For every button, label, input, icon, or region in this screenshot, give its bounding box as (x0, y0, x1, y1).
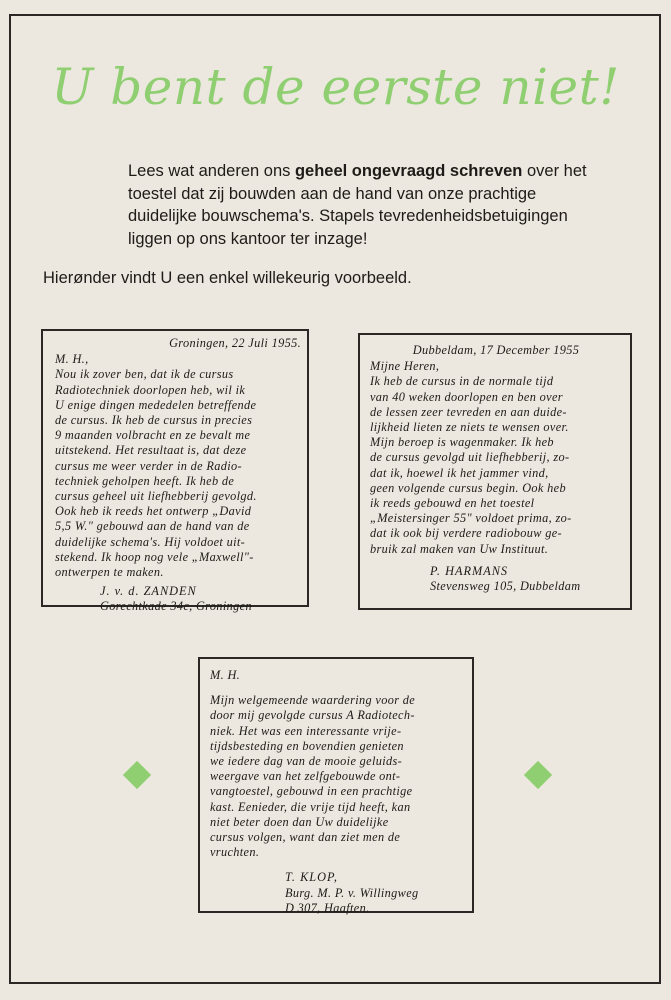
letter-line: de cursus gevolgd uit liefhebberij, zo- (370, 450, 570, 465)
intro-text-2: over het toestel dat zij bouwden aan de hand van onze prachtige duidelijke bouwschema's. Stapels tevredenheidsbetuigingen liggen op ons kantoor ter inzage! (128, 162, 587, 248)
letter-salutation: M. H., (55, 352, 89, 367)
intro-paragraph (128, 160, 598, 250)
letter-line: stekend. Ik hoop nog vele „Maxwell"- (55, 549, 254, 564)
letter-line: 5,5 W." gebouwd aan de hand van de (55, 519, 250, 534)
letter-salutation: M. H. (210, 668, 241, 682)
testimonial-harmans (358, 333, 632, 610)
letter-line: bruik zal maken van Uw Instituut. (370, 541, 549, 556)
letter-body (370, 374, 622, 556)
testimonial-klop (198, 657, 474, 913)
letter-line: cursus volgen, want dan ziet men de (210, 830, 401, 845)
testimonial-zanden (41, 329, 309, 614)
letter-line: 9 maanden volbracht en ze bevalt me (55, 428, 251, 443)
letter-address: D 307, Haaften. (285, 900, 370, 915)
letter-line: kast. Eenieder, die vrije tijd heeft, kan (210, 799, 411, 814)
letter-line: ontwerpen te maken. (55, 565, 164, 580)
letter-line: cursus geheel uit liefhebberij gevolgd. (55, 489, 257, 504)
letter-line: weergave van het zelfgebouwde ont- (210, 769, 401, 784)
letter-line: Ook heb ik reeds het ontwerp „David (55, 504, 252, 519)
letter-line: cursus me weer verder in de Radio- (55, 458, 242, 473)
letter-line: Nou ik zover ben, dat ik de cursus (55, 367, 234, 382)
letter-line: vruchten. (210, 845, 260, 860)
letter-line: lijkheid lieten ze niets te wensen over. (370, 420, 569, 435)
letter-line: Mijn beroep is wagenmaker. Ik heb (370, 435, 554, 450)
letter-signature: J. v. d. ZANDEN (100, 584, 197, 599)
letter-line: U enige dingen mededelen betreffende (55, 397, 257, 412)
letter-address: Gorechtkade 34c, Groningen (100, 599, 252, 614)
letter-line: de lessen zeer tevreden en aan duide- (370, 404, 567, 419)
lead-line: Hierønder vindt U een enkel willekeurig voorbeeld. (43, 269, 412, 287)
letter-date: Groningen, 22 Juli 1955. (169, 336, 301, 350)
letter-line: Mijn welgemeende waardering voor de (210, 693, 416, 708)
intro-bold-text: geheel ongevraagd schreven (294, 162, 523, 180)
letter-signature: P. HARMANS (430, 563, 509, 578)
letter-signature: T. KLOP, (285, 870, 338, 885)
letter-line: ik reeds gebouwd en het toestel (370, 496, 535, 511)
intro-text-1: Lees wat anderen ons (128, 162, 295, 180)
letter-line: Radiotechniek doorlopen heb, wil ik (55, 382, 246, 397)
letter-salutation: Mijne Heren, (370, 359, 440, 374)
letter-line: Ik heb de cursus in de normale tijd (370, 374, 554, 389)
letter-address: Stevensweg 105, Dubbeldam (430, 579, 581, 594)
letter-line: „Meistersinger 55" voldoet prima, zo- (370, 511, 572, 526)
letter-line: door mij gevolgde cursus A Radiotech- (210, 708, 415, 723)
letter-line: vangtoestel, gebouwd in een prachtige (210, 784, 413, 799)
letter-address: Burg. M. P. v. Willingweg (285, 885, 419, 900)
letter-line: tijdsbesteding en bovendien genieten (210, 738, 404, 753)
letter-line: techniek geholpen heeft. Ik heb de (55, 473, 235, 488)
letter-line: niek. Het was een interessante vrije- (210, 723, 402, 738)
letter-date: Dubbeldam, 17 December 1955 (412, 343, 580, 357)
headline: U bent de eerste niet! (51, 58, 620, 116)
letter-line: we iedere dag van de mooie geluids- (210, 754, 403, 769)
letter-line: duidelijke schema's. Hij voldoet uit- (55, 534, 246, 549)
letter-line: geen volgende cursus begin. Ook heb (370, 480, 566, 495)
letter-body (210, 693, 464, 860)
letter-line: dat ik, hoewel ik het jammer vind, (370, 465, 549, 480)
letter-line: uitstekend. Het resultaat is, dat deze (55, 443, 247, 458)
letter-line: niet beter doen dan Uw duidelijke (210, 814, 389, 829)
letter-body (55, 367, 301, 580)
letter-line: van 40 weken doorlopen en ben over (370, 389, 563, 404)
letter-line: de cursus. Ik heb de cursus in precies (55, 413, 253, 428)
letter-line: dat ik ook bij verdere radiobouw ge- (370, 526, 563, 541)
